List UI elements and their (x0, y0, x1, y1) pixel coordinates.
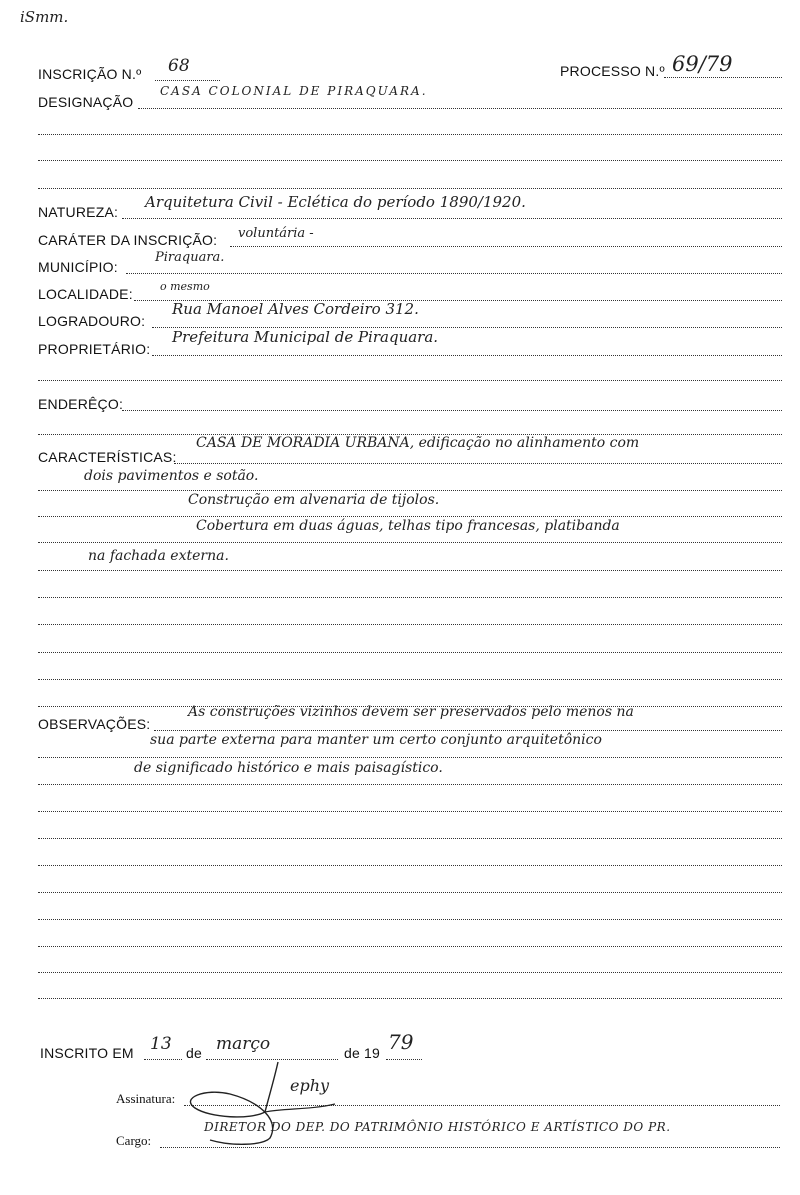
logradouro-value: Rua Manoel Alves Cordeiro 312. (172, 300, 419, 318)
caracteristicas-line (174, 463, 782, 464)
processo-label: PROCESSO N.º (560, 63, 665, 79)
natureza-value: Arquitetura Civil - Eclética do período 1890/1920. (145, 193, 526, 211)
blank-line (38, 160, 782, 161)
logradouro-label: LOGRADOURO: (38, 313, 146, 329)
processo-line (664, 77, 782, 78)
proprietario-label: PROPRIETÁRIO: (38, 341, 151, 357)
blank-line (38, 134, 782, 135)
inscrito-label: INSCRITO EM (40, 1045, 134, 1061)
blank-line (38, 490, 782, 491)
designacao-line (138, 108, 782, 109)
endereco-line (122, 410, 782, 411)
cargo-value: DIRETOR DO DEP. DO PATRIMÔNIO HISTÓRICO E ARTÍSTICO DO PR. (204, 1120, 671, 1134)
blank-line (38, 542, 782, 543)
blank-line (38, 838, 782, 839)
inscricao-line (155, 80, 220, 81)
blank-line (38, 516, 782, 517)
inscrito-day: 13 (150, 1034, 172, 1054)
inscrito-year: 79 (388, 1030, 414, 1054)
blank-line (38, 892, 782, 893)
inscrito-month: março (216, 1034, 271, 1054)
cargo-label: Cargo: (116, 1133, 152, 1148)
localidade-label: LOCALIDADE: (38, 286, 133, 302)
blank-line (38, 865, 782, 866)
de-label-1: de (186, 1045, 202, 1061)
signature-text: ephy (290, 1076, 330, 1095)
caracteristicas-line-5: na fachada externa. (88, 548, 229, 564)
inscricao-value: 68 (168, 56, 190, 76)
observacoes-line (154, 730, 782, 731)
localidade-value: o mesmo (160, 280, 210, 293)
observacoes-line-2: sua parte externa para manter um certo conjunto arquitetônico (150, 732, 602, 748)
designacao-value: CASA COLONIAL DE PIRAQUARA. (160, 84, 428, 98)
caracteristicas-line-1: CASA DE MORADIA URBANA, edificação no alinhamento com (196, 435, 640, 451)
stamp-text: iSmm. (20, 8, 69, 26)
blank-line (38, 784, 782, 785)
blank-line (38, 624, 782, 625)
blank-line (38, 919, 782, 920)
observacoes-label: OBSERVAÇÕES: (38, 716, 151, 732)
observacoes-line-1: As construções vizinhos devem ser preservados pelo menos na (188, 704, 634, 720)
signature-flourish (170, 1060, 370, 1150)
caracteristicas-label: CARACTERÍSTICAS: (38, 449, 177, 465)
blank-line (38, 597, 782, 598)
blank-line (38, 652, 782, 653)
blank-line (38, 811, 782, 812)
blank-line (38, 679, 782, 680)
designacao-label: DESIGNAÇÃO (38, 94, 134, 110)
proprietario-value: Prefeitura Municipal de Piraquara. (172, 328, 439, 346)
blank-line (38, 757, 782, 758)
inscricao-label: INSCRIÇÃO N.º (38, 66, 142, 82)
natureza-label: NATUREZA: (38, 204, 119, 220)
year-line (386, 1059, 422, 1060)
processo-value: 69/79 (672, 52, 733, 76)
natureza-line (122, 218, 782, 219)
de-label-2: de 19 (344, 1045, 381, 1061)
municipio-label: MUNICÍPIO: (38, 259, 118, 275)
caracteristicas-line-3: Construção em alvenaria de tijolos. (188, 492, 440, 508)
blank-line (38, 570, 782, 571)
carater-line (230, 246, 782, 247)
municipio-line (126, 273, 782, 274)
carater-label: CARÁTER DA INSCRIÇÃO: (38, 232, 218, 248)
blank-line (38, 998, 782, 999)
blank-line (38, 188, 782, 189)
endereco-label: ENDERÊÇO: (38, 396, 124, 412)
cargo-line (160, 1147, 780, 1148)
caracteristicas-line-2: dois pavimentos e sotão. (84, 468, 259, 484)
municipio-value: Piraquara. (155, 250, 225, 265)
proprietario-line (152, 355, 782, 356)
blank-line (38, 972, 782, 973)
blank-line (38, 380, 782, 381)
blank-line (38, 946, 782, 947)
carater-value: voluntária - (238, 226, 314, 241)
caracteristicas-line-4: Cobertura em duas águas, telhas tipo francesas, platibanda (196, 518, 620, 534)
observacoes-line-3: de significado histórico e mais paisagístico. (134, 760, 443, 776)
assinatura-label: Assinatura: (116, 1091, 176, 1106)
